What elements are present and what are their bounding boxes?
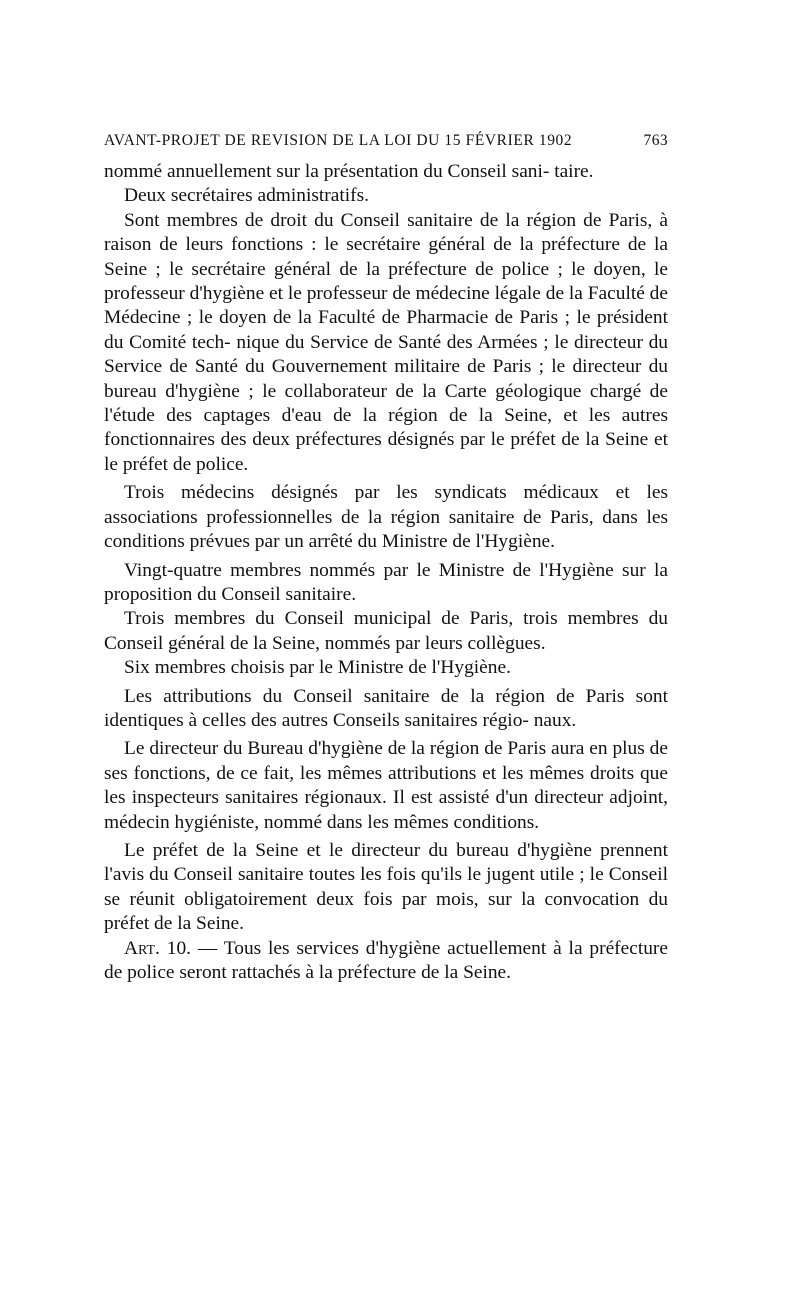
paragraph-continuation: nommé annuellement sur la présentation du Conseil sani- taire. [104,161,594,182]
book-page [104,132,668,985]
paragraph: Deux secrétaires administratifs. [124,185,369,207]
page-number: 763 [643,132,668,149]
article-text: — Tous les services d'hygiène actuellement à la préfecture de police seront rattachés à la préfecture de la Seine. [104,937,668,983]
paragraph: Trois membres du Conseil municipal de Paris, trois membres du Conseil général de la Seine, nommés par leurs collègues. [104,608,668,654]
paragraph: Six membres choisis par le Ministre de l'Hygiène. [124,657,511,679]
paragraph: Trois médecins désignés par les syndicats médicaux et les associations professionnelles de la région sanitaire de Paris, dans les conditions prévues par un arrêté du Ministre de l'Hygiène. [104,482,668,553]
body-text [104,160,668,985]
running-title: AVANT-PROJET DE REVISION DE LA LOI DU 15 FÉVRIER 1902 [104,132,573,149]
article-paragraph [104,937,668,986]
paragraph: Sont membres de droit du Conseil sanitaire de la région de Paris, à raison de leurs fonctions : le secrétaire général de la préfecture de la Seine ; le secrétaire général de la préfecture de police ; le doyen, le professeur d'hygiène et le professeur de médecine légale de la Faculté de Médecine ; le doyen de la Faculté de Pharmacie de Paris ; le président du Comité tech- nique du Service de Santé des Armées ; le directeur du Service de Santé du Gouvernement militaire de Paris ; le directeur du bureau d'hygiène ; le collaborateur de la Carte géologique chargé de l'étude des captages d'eau de la région de la Seine, et les autres fonctionnaires des deux préfectures désignés par le préfet de la Seine et le préfet de police. [104,209,668,475]
paragraph: Le préfet de la Seine et le directeur du bureau d'hygiène prennent l'avis du Conseil sanitaire toutes les fois qu'ils le jugent utile ; le Conseil se réunit obligatoirement deux fois par mois, sur la convocation du préfet de la Seine. [104,839,668,935]
paragraph: Vingt-quatre membres nommés par le Ministre de l'Hygiène sur la proposition du Conseil sanitaire. [104,559,668,605]
running-header [104,132,668,150]
paragraph: Le directeur du Bureau d'hygiène de la région de Paris aura en plus de ses fonctions, de ce fait, les mêmes attributions et les mêmes droits que les inspecteurs sanitaires régionaux. Il est assisté d'un directeur adjoint, médecin hygiéniste, nommé dans les mêmes conditions. [104,738,668,833]
paragraph: Les attributions du Conseil sanitaire de la région de Paris sont identiques à celles des autres Conseils sanitaires régio- naux. [104,685,668,731]
article-label: Art. 10. [124,937,191,959]
